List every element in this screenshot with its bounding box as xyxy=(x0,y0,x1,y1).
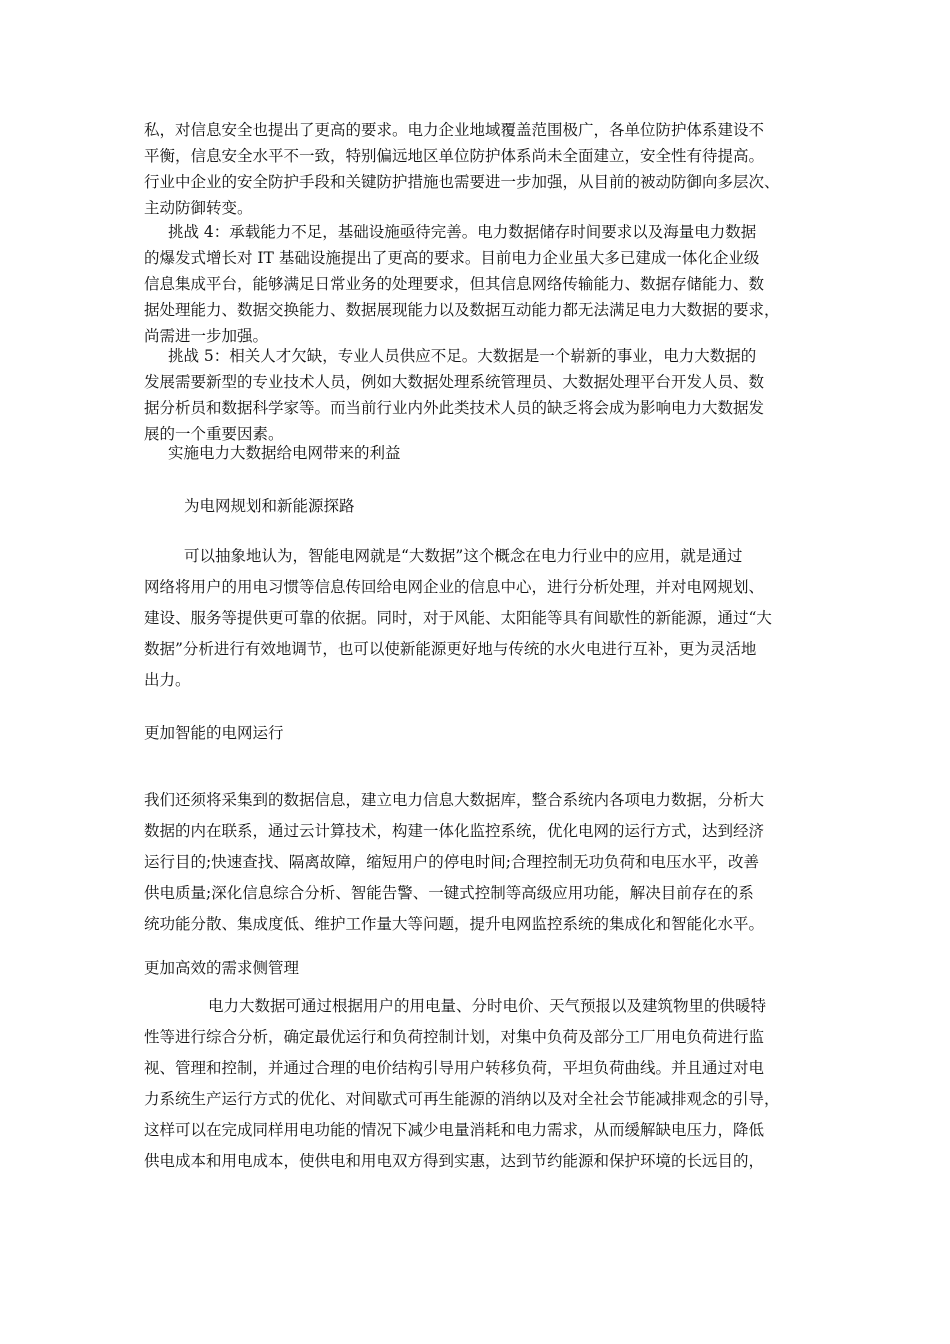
text-line: 行业中企业的安全防护手段和关键防护措施也需要进一步加强，从目前的被动防御向多层次、 xyxy=(144,173,780,191)
text-line: 力系统生产运行方式的优化、对间歇式可再生能源的消纳以及对全社会节能减排观念的引导， xyxy=(144,1090,780,1108)
text-line: 发展需要新型的专业技术人员，例如大数据处理系统管理员、大数据处理平台开发人员、数 xyxy=(144,373,765,391)
text-line: 运行目的;快速查找、隔离故障，缩短用户的停电时间;合理控制无功负荷和电压水平，改善 xyxy=(144,853,759,871)
subheading-grid-operation: 更加智能的电网运行 xyxy=(144,724,284,742)
text-line: 数据的内在联系，通过云计算技术，构建一体化监控系统，优化电网的运行方式，达到经济 xyxy=(144,822,765,840)
text-line: 可以抽象地认为，智能电网就是“大数据”这个概念在电力行业中的应用，就是通过 xyxy=(184,547,743,565)
text-line: 供电成本和用电成本，使供电和用电双方得到实惠，达到节约能源和保护环境的长远目的， xyxy=(144,1152,765,1170)
paragraph-demand-management xyxy=(144,991,824,1177)
paragraph-security xyxy=(144,117,824,221)
text-line: 尚需进一步加强。 xyxy=(144,327,269,345)
text-line: 据处理能力、数据交换能力、数据展现能力以及数据互动能力都无法满足电力大数据的要求， xyxy=(144,301,780,319)
text-line: 网络将用户的用电习惯等信息传回给电网企业的信息中心，进行分析处理，并对电网规划、 xyxy=(144,578,765,596)
text-line: 数据”分析进行有效地调节，也可以使新能源更好地与传统的水火电进行互补，更为灵活地 xyxy=(144,640,757,658)
paragraph-challenge-4 xyxy=(144,219,824,349)
paragraph-grid-operation xyxy=(144,785,824,940)
text-line: 我们还须将采集到的数据信息，建立电力信息大数据库，整合系统内各项电力数据，分析大 xyxy=(144,791,765,809)
text-line: 私，对信息安全也提出了更高的要求。电力企业地域覆盖范围极广，各单位防护体系建设不 xyxy=(144,121,765,139)
paragraph-challenge-5 xyxy=(144,343,824,447)
text-line: 供电质量;深化信息综合分析、智能告警、一键式控制等高级应用功能，解决目前存在的系 xyxy=(144,884,754,902)
text-line: 统功能分散、集成度低、维护工作量大等问题，提升电网监控系统的集成化和智能化水平。 xyxy=(144,915,765,933)
text-line: 建设、服务等提供更可靠的依据。同时，对于风能、太阳能等具有间歇性的新能源，通过“大 xyxy=(144,609,772,627)
text-line: 电力大数据可通过根据用户的用电量、分时电价、天气预报以及建筑物里的供暖特 xyxy=(208,997,767,1015)
text-line: 挑战 5：相关人才欠缺，专业人员供应不足。大数据是一个崭新的事业，电力大数据的 xyxy=(168,347,757,365)
text-line: 视、管理和控制，并通过合理的电价结构引导用户转移负荷，平坦负荷曲线。并且通过对电 xyxy=(144,1059,765,1077)
text-line: 出力。 xyxy=(144,671,191,689)
text-line: 的爆发式增长对 IT 基础设施提出了更高的要求。目前电力企业虽大多已建成一体化企业级 xyxy=(144,249,760,267)
text-line: 性等进行综合分析，确定最优运行和负荷控制计划，对集中负荷及部分工厂用电负荷进行监 xyxy=(144,1028,765,1046)
text-line: 主动防御转变。 xyxy=(144,199,253,217)
paragraph-grid-planning xyxy=(144,541,824,696)
text-line: 据分析员和数据科学家等。而当前行业内外此类技术人员的缺乏将会成为影响电力大数据发 xyxy=(144,399,765,417)
text-line: 挑战 4：承载能力不足，基础设施亟待完善。电力数据储存时间要求以及海量电力数据 xyxy=(168,223,757,241)
text-line: 平衡，信息安全水平不一致，特别偏远地区单位防护体系尚未全面建立，安全性有待提高。 xyxy=(144,147,765,165)
subheading-grid-planning: 为电网规划和新能源探路 xyxy=(184,497,355,515)
section-heading-benefits: 实施电力大数据给电网带来的利益 xyxy=(168,444,401,462)
text-line: 展的一个重要因素。 xyxy=(144,425,284,443)
text-line: 信息集成平台，能够满足日常业务的处理要求，但其信息网络传输能力、数据存储能力、数 xyxy=(144,275,765,293)
text-line: 这样可以在完成同样用电功能的情况下减少电量消耗和电力需求，从而缓解缺电压力，降低 xyxy=(144,1121,765,1139)
subheading-demand-management: 更加高效的需求侧管理 xyxy=(144,959,300,977)
